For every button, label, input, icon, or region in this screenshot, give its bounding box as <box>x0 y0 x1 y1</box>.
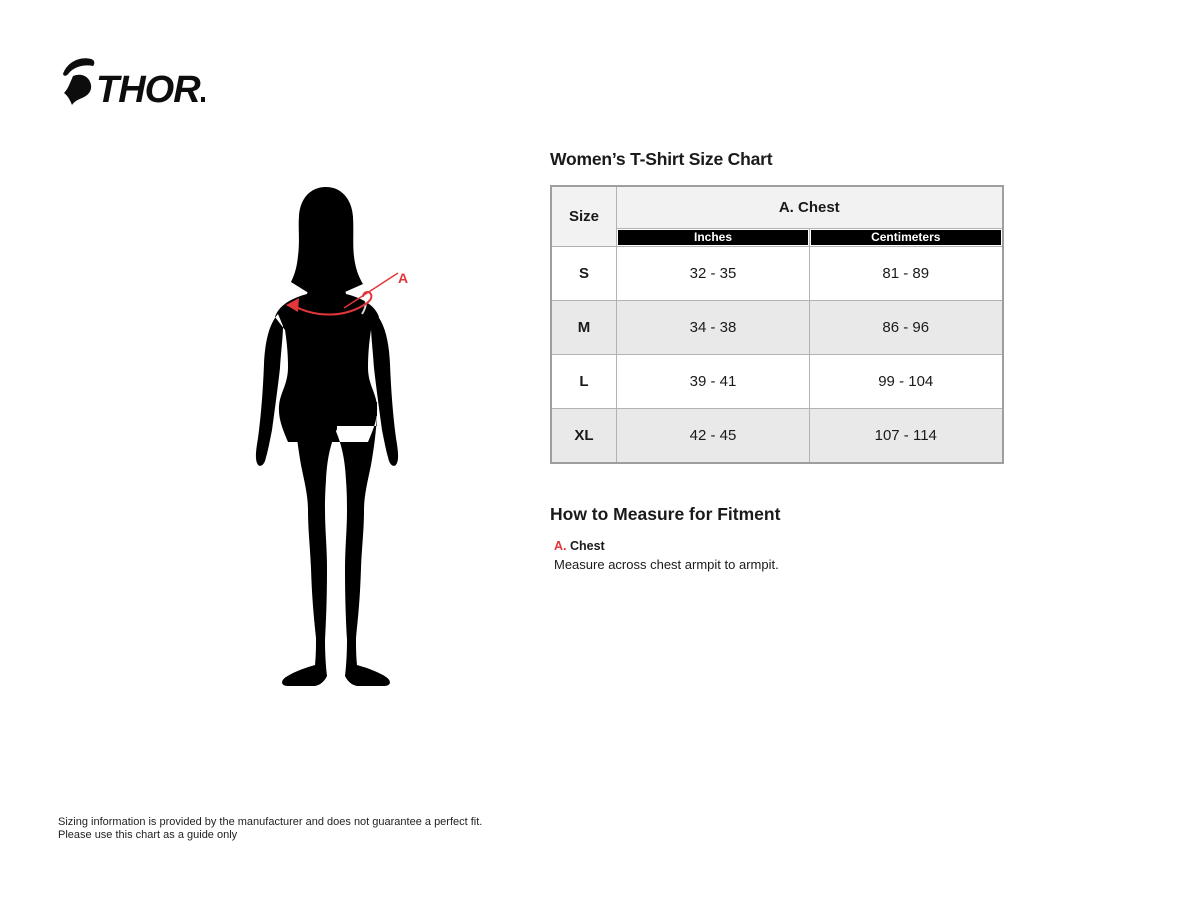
chest-measure-header: A. Chest <box>617 186 1003 229</box>
inches-cell: 42 - 45 <box>617 409 810 464</box>
howto-title: How to Measure for Fitment <box>550 504 781 524</box>
thor-helmet-icon <box>63 58 94 105</box>
body-silhouette <box>256 187 398 686</box>
size-cell: S <box>551 247 617 301</box>
inches-cell: 39 - 41 <box>617 355 810 409</box>
howto-item-description: Measure across chest armpit to armpit. <box>554 557 779 572</box>
inches-cell: 34 - 38 <box>617 301 810 355</box>
centimeters-cell: 107 - 114 <box>810 409 1003 464</box>
table-header-row <box>551 186 1003 229</box>
unit-header-centimeters: Centimeters <box>811 230 1001 245</box>
unit-header-inches: Inches <box>618 230 808 245</box>
size-cell: XL <box>551 409 617 464</box>
centimeters-cell: 81 - 89 <box>810 247 1003 301</box>
howto-item-name: Chest <box>569 539 605 553</box>
logo-trademark-dot <box>201 97 205 102</box>
footer-disclaimer-line1: Sizing information is provided by the manufacturer and does not guarantee a perfect fit. <box>58 816 483 828</box>
table-row-m <box>551 301 1003 355</box>
size-chart-table <box>550 185 1004 464</box>
table-row-xl <box>551 409 1003 464</box>
unit-header-row <box>551 229 1003 247</box>
table-row-l <box>551 355 1003 409</box>
thor-wordmark: THOR <box>96 69 200 105</box>
footer-disclaimer-line2: Please use this chart as a guide only <box>58 829 238 841</box>
size-cell: M <box>551 301 617 355</box>
female-silhouette-figure <box>250 180 470 710</box>
table-row-s <box>551 247 1003 301</box>
size-chart-title: Women’s T-Shirt Size Chart <box>550 149 773 169</box>
centimeters-cell: 86 - 96 <box>810 301 1003 355</box>
size-cell: L <box>551 355 617 409</box>
centimeters-cell: 99 - 104 <box>810 355 1003 409</box>
thor-logo <box>57 57 212 105</box>
howto-item-key: A. <box>554 539 567 553</box>
size-column-header: Size <box>551 186 617 247</box>
footer-disclaimer <box>58 816 482 842</box>
measure-label-a: A <box>398 270 409 286</box>
inches-cell: 32 - 35 <box>617 247 810 301</box>
howto-item-label <box>554 539 605 553</box>
